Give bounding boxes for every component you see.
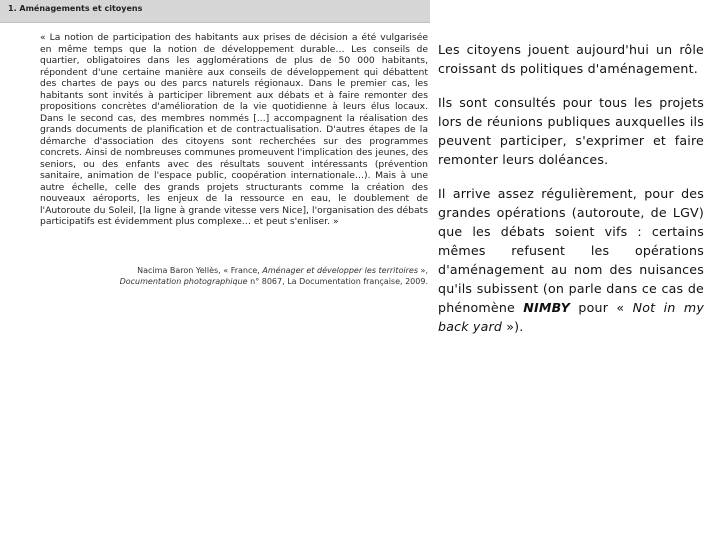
paragraph-3-start: Il arrive assez régulièrement, pour des grandes opérations (autoroute, de LGV) que les débats soient vifs : certains mêmes refusent les opérations d'aménagement au nom des nuisances qu'ils subissent (on parle dans ce cas de phénomène — [438, 186, 704, 315]
paragraph-3-mid: pour « — [570, 300, 633, 315]
quote-block — [40, 32, 428, 228]
citation-title: Aménager et développer les territoires — [262, 266, 419, 275]
document-title: 1. Aménagements et citoyens — [8, 4, 143, 13]
summary-paragraph-1: Les citoyens jouent aujourd'hui un rôle croissant ds politiques d'aménagement. — [438, 42, 704, 76]
paragraph-3-end: »). — [502, 319, 524, 334]
citation-author: Nacima Baron Yellès, « France, — [137, 266, 263, 275]
summary-paragraph-3 — [438, 184, 704, 336]
citation-journal: Documentation photographique — [119, 276, 248, 286]
citation-mid: », — [418, 266, 428, 275]
summary-column — [438, 40, 704, 351]
nimby-expansion: Not in my back yard — [438, 300, 704, 334]
citation-end: n° 8067, La Documentation française, 2009. — [247, 276, 428, 286]
quote-text: « La notion de participation des habitants aux prises de décision a été vulgarisée en même temps que la notion de développement durable… Les conseils de quartier, obligatoires dans les agglomérations de plus de 50 000 habitants, répondent d'une certaine manière aux conseils de développement qui débattent des chartes de pays ou des parcs naturels régionaux. Dans le premier cas, les habitants sont invités à participer librement aux débats et à faire remonter des propositions concrètes d'amélioration de la vie quotidienne à leurs élus locaux. Dans le second cas, des membres nommés [...] accompagnent la réalisation des grands documents de planification et de contractualisation. D'autres étapes de la démarche d'association des citoyens sont recherchées sur des programmes concrets. Ainsi de nombreuses communes promeuvent l'implication des jeunes, des seniors, ou des enfants avec des résultats souvent intéressants (prévention sanitaire, animation de l'espace public, coopération internationale…). Mais à une autre échelle, celle des grands projets structurants comme la création des nouveaux aéroports, les enjeux de la ressource en eau, le doublement de l'Autoroute du Soleil, [la ligne à grande vitesse vers Nice], l'organisation des débats participatifs est évidemment plus complexe… et peut s'enliser. » — [40, 32, 428, 227]
nimby-term: NIMBY — [523, 300, 571, 315]
quote-citation — [80, 266, 428, 287]
document-header — [0, 0, 430, 23]
summary-paragraph-2: Ils sont consultés pour tous les projets lors de réunions publiques auxquelles ils peuvent participer, s'exprimer et faire remonter leurs doléances. — [438, 95, 704, 167]
